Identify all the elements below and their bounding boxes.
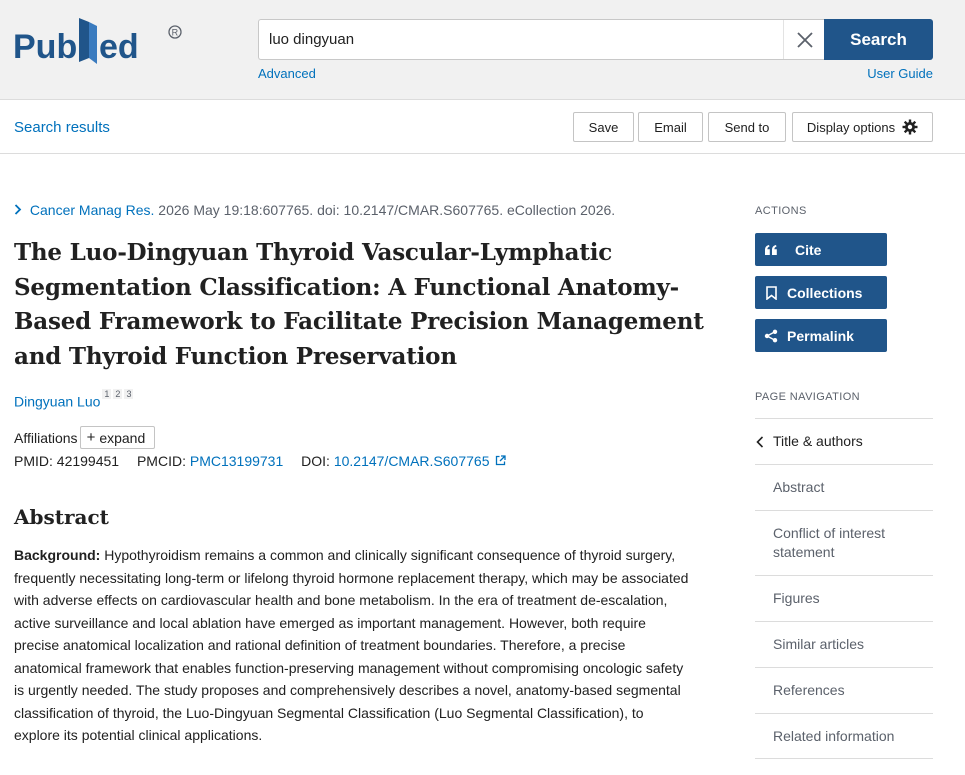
svg-text:Pub: Pub (13, 28, 78, 66)
pmid-value: 42199451 (56, 453, 120, 469)
doi-label: DOI: (301, 453, 330, 469)
nav-label: Title & authors (773, 433, 863, 449)
expand-label: expand (99, 429, 146, 446)
bookmark-icon (755, 286, 787, 300)
quote-icon (755, 244, 787, 256)
search-box (258, 19, 825, 60)
authors-list (14, 389, 133, 410)
nav-label: Similar articles (773, 636, 865, 652)
journal-link[interactable]: Cancer Manag Res. (29, 202, 155, 218)
article-citation (14, 202, 615, 218)
share-icon (755, 329, 787, 343)
nav-label: Abstract (773, 479, 825, 495)
author-link[interactable]: Dingyuan Luo (14, 393, 101, 410)
actions-label: ACTIONS (755, 205, 807, 217)
email-button[interactable]: Email (638, 112, 703, 142)
send-to-button[interactable] (708, 112, 786, 142)
nav-conflict-of-interest[interactable] (755, 510, 933, 575)
citation-details: 2026 May 19:18:607765. doi: 10.2147/CMAR.S607765. eCollection 2026. (158, 202, 616, 218)
svg-text:R: R (171, 27, 179, 38)
chevron-right-icon (14, 202, 26, 218)
user-guide-link[interactable]: User Guide (867, 66, 933, 81)
affiliation-ref[interactable]: 3 (126, 389, 132, 399)
external-link-icon (495, 455, 506, 466)
nav-figures[interactable] (755, 575, 933, 621)
plus-icon: + (86, 429, 96, 446)
results-toolbar (0, 101, 965, 154)
save-button[interactable]: Save (573, 112, 634, 142)
advanced-search-link[interactable]: Advanced (258, 66, 316, 81)
nav-label: References (773, 682, 845, 698)
permalink-label: Permalink (787, 327, 854, 344)
abstract-background (14, 544, 690, 747)
nav-title-authors[interactable] (755, 418, 933, 464)
pmcid-link[interactable]: PMC13199731 (189, 453, 284, 469)
doi-value: 10.2147/CMAR.S607765 (333, 453, 490, 469)
affiliations (14, 426, 155, 449)
clear-search-button[interactable] (783, 20, 825, 59)
nav-label: Related information (773, 727, 895, 744)
chevron-left-icon (756, 436, 764, 448)
display-options-label: Display options (806, 119, 896, 135)
expand-affiliations-button[interactable] (80, 426, 156, 449)
search-results-link[interactable]: Search results (14, 119, 110, 136)
cite-label: Cite (795, 241, 822, 258)
page-navigation (755, 418, 933, 759)
article-title: The Luo-Dingyuan Thyroid Vascular-Lymphatic Segmentation Classification: A Functional Anatomy-Based Framework to Facilitate Precision Management and Thyroid Function Preservation (14, 239, 704, 370)
svg-text:ed: ed (99, 28, 139, 66)
nav-label: Conflict of interest statement (773, 525, 886, 560)
send-to-label: Send to (724, 119, 770, 135)
background-label: Background: (14, 547, 101, 563)
permalink-button[interactable] (755, 319, 887, 352)
nav-label: Figures (773, 590, 820, 606)
doi-link[interactable] (334, 453, 507, 469)
pmcid-label: PMCID: (136, 453, 186, 469)
nav-similar-articles[interactable] (755, 621, 933, 667)
affiliation-ref[interactable]: 2 (115, 389, 121, 399)
search-button[interactable]: Search (824, 19, 933, 60)
pubmed-logo[interactable] (13, 14, 188, 74)
gear-icon (902, 119, 918, 135)
search-input[interactable] (269, 20, 779, 59)
collections-label: Collections (787, 284, 863, 301)
nav-related-information[interactable] (755, 713, 933, 759)
close-icon (796, 31, 814, 49)
background-text: Hypothyroidism remains a common and clinically significant consequence of thyroid surgery, frequently necessitating long-term or lifelong thyroid hormone replacement therapy, which may be associated with adverse effects on cardiovascular health and bone metabolism. In the era of treatment de-escalation, active surveillance and local ablation have emerged as important management. However, both require precise anatomical localization and rational definition of treatment boundaries. Therefore, a precise anatomical framework that enables function-preserving management without compromising oncologic safety is urgently needed. The study proposes and comprehensively describes a novel, anatomy-based segmental classification of thyroid, the Luo-Dingyuan Segmental Classification (Luo Segmental Classification), to explore its potential clinical applications. (14, 547, 689, 743)
page-navigation-label: PAGE NAVIGATION (755, 391, 861, 403)
nav-references[interactable] (755, 667, 933, 713)
abstract-heading: Abstract (14, 505, 109, 529)
nav-abstract[interactable] (755, 464, 933, 510)
article-identifiers (14, 453, 506, 469)
cite-button[interactable] (755, 233, 887, 266)
pmid-label: PMID: (14, 453, 53, 469)
affiliation-ref[interactable]: 1 (104, 389, 110, 399)
site-header (0, 0, 965, 100)
collections-button[interactable] (755, 276, 887, 309)
display-options-button[interactable] (792, 112, 933, 142)
affiliations-label: Affiliations (14, 429, 78, 446)
